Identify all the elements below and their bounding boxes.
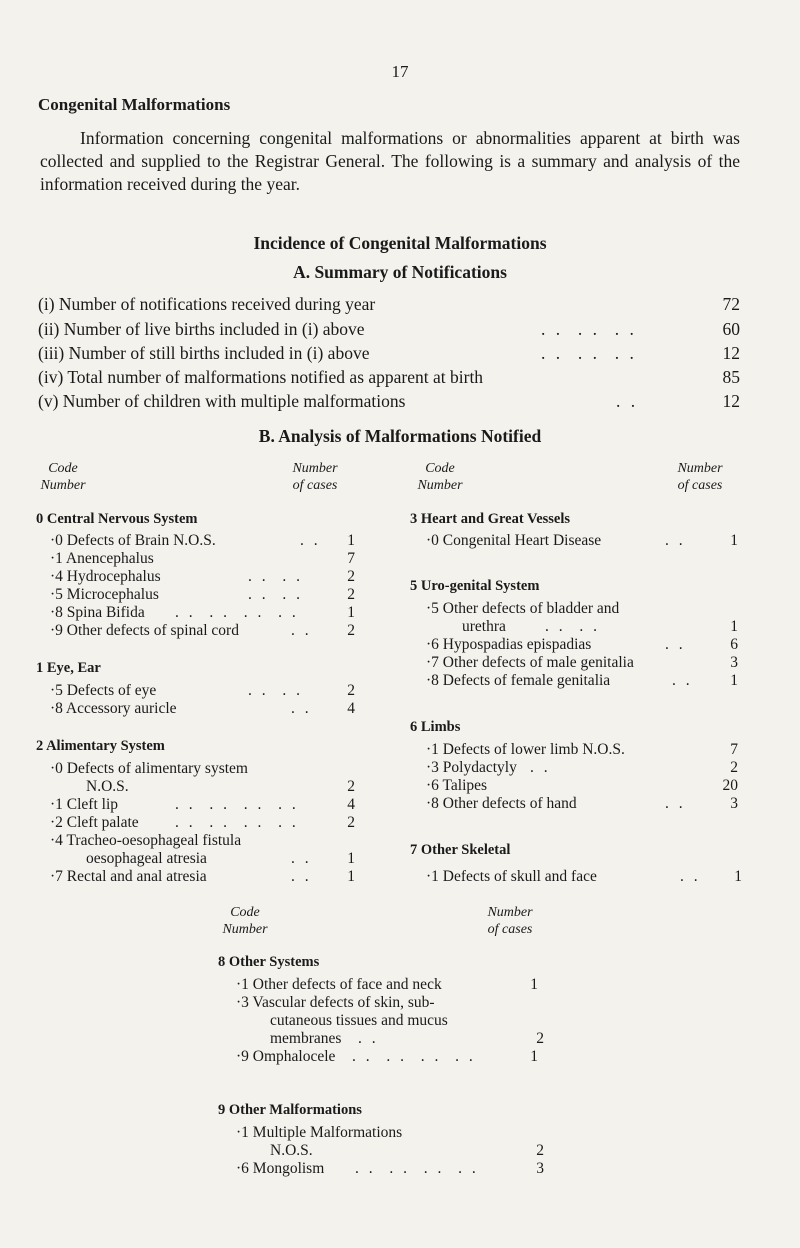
- summary-row: [38, 318, 740, 341]
- summary-value: 72: [722, 294, 740, 314]
- leader-dots: . . . . . . . .: [352, 1048, 476, 1065]
- col-header-number: [275, 460, 355, 494]
- item-value: 2: [347, 778, 355, 795]
- summary-row: [38, 366, 740, 389]
- item-value: 2: [730, 759, 738, 776]
- section-a-title: A. Summary of Notifications: [293, 262, 507, 282]
- col-header-code: [28, 460, 98, 494]
- list-item: ·8 Other defects of hand: [426, 795, 577, 812]
- group-title: 7 Other Skeletal: [410, 842, 511, 858]
- col-code: Code: [230, 905, 260, 920]
- section-heading: Congenital Malformations: [38, 95, 231, 114]
- item-value: 2: [347, 586, 355, 603]
- list-item-cont: cutaneous tissues and mucus: [270, 1012, 448, 1029]
- item-value: 3: [730, 654, 738, 671]
- intro-text: Information concerning congenital malformations or abnormalities apparent at birth was collected and supplied to the Registrar General. The following is a summary and analysis of the information received during the year.: [40, 128, 740, 194]
- summary-value: 85: [722, 367, 740, 387]
- group-title: 2 Alimentary System: [36, 738, 165, 754]
- list-item-cont: membranes: [270, 1030, 342, 1047]
- summary-value: 12: [722, 391, 740, 411]
- col-number-sub: of cases: [487, 922, 533, 937]
- item-value: 3: [730, 795, 738, 812]
- group-title: 9 Other Malformations: [218, 1102, 362, 1118]
- item-value: 1: [347, 850, 355, 867]
- col-number: Number: [677, 461, 723, 476]
- item-value: 4: [347, 700, 355, 717]
- leader-dots: . . . . . . . .: [175, 814, 299, 831]
- item-value: 2: [347, 682, 355, 699]
- list-item: ·1 Defects of lower limb N.O.S.: [426, 741, 625, 758]
- list-item: ·2 Cleft palate: [50, 814, 139, 831]
- list-item: ·5 Defects of eye: [50, 682, 157, 699]
- leader-dots: . .: [616, 391, 639, 411]
- list-item: ·8 Accessory auricle: [50, 700, 177, 717]
- leader-dots: . . . . . . . .: [175, 604, 299, 621]
- col-code-sub: Number: [40, 478, 86, 493]
- leader-dots: . .: [291, 868, 312, 885]
- item-value: 2: [347, 814, 355, 831]
- summary-row: [38, 342, 740, 365]
- list-item-cont: urethra: [462, 618, 506, 635]
- leader-dots: . .: [291, 850, 312, 867]
- leader-dots: . . . .: [545, 618, 600, 635]
- col-number-sub: of cases: [292, 478, 338, 493]
- list-item: ·7 Rectal and anal atresia: [50, 868, 207, 885]
- col-code: Code: [425, 461, 455, 476]
- item-value: 1: [530, 976, 538, 993]
- list-item: ·7 Other defects of male genitalia: [426, 654, 634, 671]
- leader-dots: . .: [291, 622, 312, 639]
- leader-dots: . . . .: [248, 586, 303, 603]
- col-code-sub: Number: [417, 478, 463, 493]
- item-value: 20: [722, 777, 738, 794]
- list-item: ·4 Tracheo-oesophageal fistula: [50, 832, 242, 849]
- summary-label: (ii) Number of live births included in (i) above: [38, 319, 365, 339]
- item-value: 1: [730, 672, 738, 689]
- item-value: 1: [730, 618, 738, 635]
- col-code: Code: [48, 461, 78, 476]
- section-b-title: B. Analysis of Malformations Notified: [258, 426, 542, 446]
- list-item-cont: N.O.S.: [86, 778, 129, 795]
- list-item: ·0 Defects of Brain N.O.S.: [50, 532, 216, 549]
- item-value: 2: [347, 568, 355, 585]
- item-value: 3: [536, 1160, 544, 1177]
- group-title: 8 Other Systems: [218, 954, 320, 970]
- list-item: ·5 Microcephalus: [50, 586, 159, 603]
- list-item: ·3 Vascular defects of skin, sub-: [236, 994, 435, 1011]
- list-item: ·9 Omphalocele: [236, 1048, 336, 1065]
- group-title: 0 Central Nervous System: [36, 511, 198, 527]
- summary-value: 60: [722, 319, 740, 339]
- leader-dots: . .: [291, 700, 312, 717]
- item-value: 2: [347, 622, 355, 639]
- list-item: ·6 Hypospadias epispadias: [426, 636, 592, 653]
- item-value: 4: [347, 796, 355, 813]
- leader-dots: . .: [672, 672, 693, 689]
- item-value: 1: [730, 532, 738, 549]
- list-item-cont: oesophageal atresia: [86, 850, 207, 867]
- group-title: 6 Limbs: [410, 719, 461, 735]
- leader-dots: . .: [665, 795, 686, 812]
- leader-dots: . . . . . . . .: [355, 1160, 479, 1177]
- group-title: 1 Eye, Ear: [36, 660, 101, 676]
- list-item-cont: N.O.S.: [270, 1142, 313, 1159]
- col-header-number: [660, 460, 740, 494]
- leader-dots: . .: [300, 532, 321, 549]
- list-item: ·9 Other defects of spinal cord: [50, 622, 239, 639]
- page-number: 17: [391, 62, 409, 81]
- item-value: 2: [536, 1142, 544, 1159]
- leader-dots: . .: [530, 759, 551, 776]
- list-item: ·1 Anencephalus: [50, 550, 154, 567]
- leader-dots: . . . .: [248, 568, 303, 585]
- summary-label: (i) Number of notifications received during year: [38, 294, 376, 314]
- item-value: 6: [730, 636, 738, 653]
- group-title: 3 Heart and Great Vessels: [410, 511, 571, 527]
- group-title: 5 Uro-genital System: [410, 578, 540, 594]
- list-item: ·0 Congenital Heart Disease: [426, 532, 602, 549]
- list-item: ·5 Other defects of bladder and: [426, 600, 620, 617]
- col-header-code: [205, 904, 285, 938]
- leader-dots: . .: [358, 1030, 379, 1047]
- summary-row: [38, 293, 740, 316]
- list-item: ·1 Defects of skull and face: [426, 868, 597, 885]
- summary-label: (v) Number of children with multiple malformations: [38, 391, 406, 411]
- list-item: ·8 Spina Bifida: [50, 604, 145, 621]
- col-code-sub: Number: [222, 922, 268, 937]
- leader-dots: . .: [665, 636, 686, 653]
- item-value: 1: [530, 1048, 538, 1065]
- col-number: Number: [487, 905, 533, 920]
- leader-dots: . . . . . .: [541, 319, 637, 339]
- list-item: ·6 Mongolism: [236, 1160, 325, 1177]
- summary-row: [38, 390, 740, 413]
- table-title: Incidence of Congenital Malformations: [253, 233, 547, 253]
- col-header-number: [470, 904, 550, 938]
- item-value: 7: [730, 741, 738, 758]
- leader-dots: . . . . . .: [541, 343, 637, 363]
- item-value: 1: [347, 532, 355, 549]
- leader-dots: . .: [665, 532, 686, 549]
- list-item: ·1 Other defects of face and neck: [236, 976, 442, 993]
- list-item: ·6 Talipes: [426, 777, 488, 794]
- col-number: Number: [292, 461, 338, 476]
- summary-value: 12: [722, 343, 740, 363]
- summary-label: (iv) Total number of malformations notified as apparent at birth: [38, 367, 484, 387]
- col-number-sub: of cases: [677, 478, 723, 493]
- item-value: 1: [347, 868, 355, 885]
- list-item: ·8 Defects of female genitalia: [426, 672, 611, 689]
- item-value: 1: [347, 604, 355, 621]
- intro-paragraph: [40, 127, 740, 196]
- leader-dots: . . . . . . . .: [175, 796, 299, 813]
- list-item: ·3 Polydactyly: [426, 759, 517, 776]
- list-item: ·1 Cleft lip: [50, 796, 119, 813]
- list-item: ·0 Defects of alimentary system: [50, 760, 248, 777]
- leader-dots: . . . .: [248, 682, 303, 699]
- item-value: 7: [347, 550, 355, 567]
- item-value: 1: [734, 868, 742, 885]
- summary-label: (iii) Number of still births included in (i) above: [38, 343, 370, 363]
- item-value: 2: [536, 1030, 544, 1047]
- list-item: ·4 Hydrocephalus: [50, 568, 161, 585]
- leader-dots: . .: [680, 868, 701, 885]
- col-header-code: [405, 460, 475, 494]
- list-item: ·1 Multiple Malformations: [236, 1124, 403, 1141]
